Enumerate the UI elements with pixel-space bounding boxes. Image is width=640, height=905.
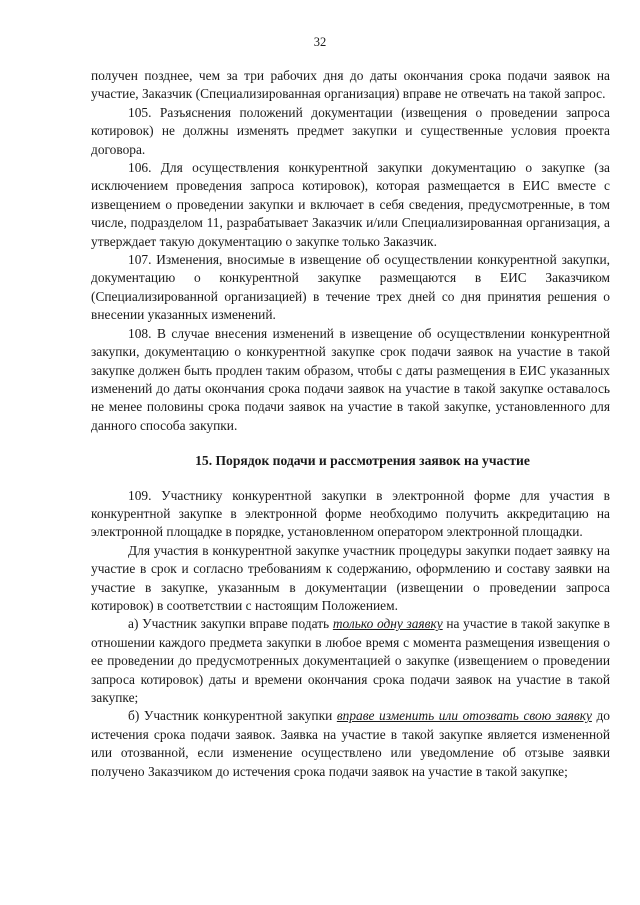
paragraph-106: 106. Для осуществления конкурентной закупки документацию о закупке (за исключением проведения запроса котировок), которая размещается в ЕИС вместе с извещением о проведении закупки и включает в себя сведения, предусмотренные, в том числе, подразделом 11, разрабатывает Заказчик и/или Специализированная организация, а утверждает такую документацию о закупке только Заказчик. [91, 160, 610, 249]
paragraph-107: 107. Изменения, вносимые в извещение об осуществлении конкурентной закупки, документацию о конкурентной закупке размещаются в ЕИС Заказчиком (Специализированной организацией) в течение трех дней со дня принятия решения о внесении указанных изменений. [91, 252, 610, 323]
section-heading: 15. Порядок подачи и рассмотрения заявок на участие [195, 453, 530, 469]
item-a-emphasis: только одну заявку [332, 616, 443, 632]
paragraph-participation: Для участия в конкурентной закупке участник процедуры закупки подает заявку на участие в срок и согласно требованиям к содержанию, оформлению и составу заявки на участие в закупке, указанным в документации (извещении о проведении запроса котировок) в соответствии с настоящим Положением. [91, 542, 610, 613]
paragraph-109: 109. Участнику конкурентной закупки в электронной форме для участия в конкурентной закупке в электронной форме необходимо получить аккредитацию на электронной площадке в порядке, установленном оператором электронной площадки. [91, 487, 610, 540]
item-b-emphasis: вправе изменить или отозвать свою заявку [336, 708, 592, 724]
item-b [91, 707, 610, 781]
item-b-rest: до истечения срока подачи заявок. Заявка на участие в такой закупке является измененной или отозванной, если изменение осуществлено или уведомление об отзыве заявки получено Заказчиком до истечения срока подачи заявок на участие в такой закупке; [91, 708, 611, 779]
item-b-lead: б) Участник конкурентной закупки [128, 708, 337, 724]
item-a [91, 615, 610, 707]
page-number: 32 [313, 35, 327, 49]
item-a-lead: а) Участник закупки вправе подать [128, 616, 333, 632]
paragraph-105: 105. Разъяснения положений документации (извещения о проведении запроса котировок) не должны изменять предмет закупки и существенные условия проекта договора. [91, 104, 610, 157]
page-content [91, 67, 610, 781]
paragraph-108: 108. В случае внесения изменений в извещение об осуществлении конкурентной закупки, документацию о конкурентной закупке срок подачи заявок на участие в такой закупке должен быть продлен таким образом, чтобы с даты размещения в ЕИС указанных изменений до даты окончания срока подачи заявок на участие в такой закупке оставалось не менее половины срока подачи заявок на участие в такой закупке, установленного для данного способа закупки. [91, 325, 610, 433]
item-a-rest: на участие в такой закупке в отношении каждого предмета закупки в любое время с момента размещения извещения о ее проведении до предусмотренных документацией о закупке (извещением о проведении запроса котировок) даты и времени окончания срока подачи заявок на участие в такой закупке; [91, 616, 610, 705]
paragraph-continuation: получен позднее, чем за три рабочих дня до даты окончания срока подачи заявок на участие, Заказчик (Специализированная организация) вправе не отвечать на такой запрос. [91, 68, 610, 102]
